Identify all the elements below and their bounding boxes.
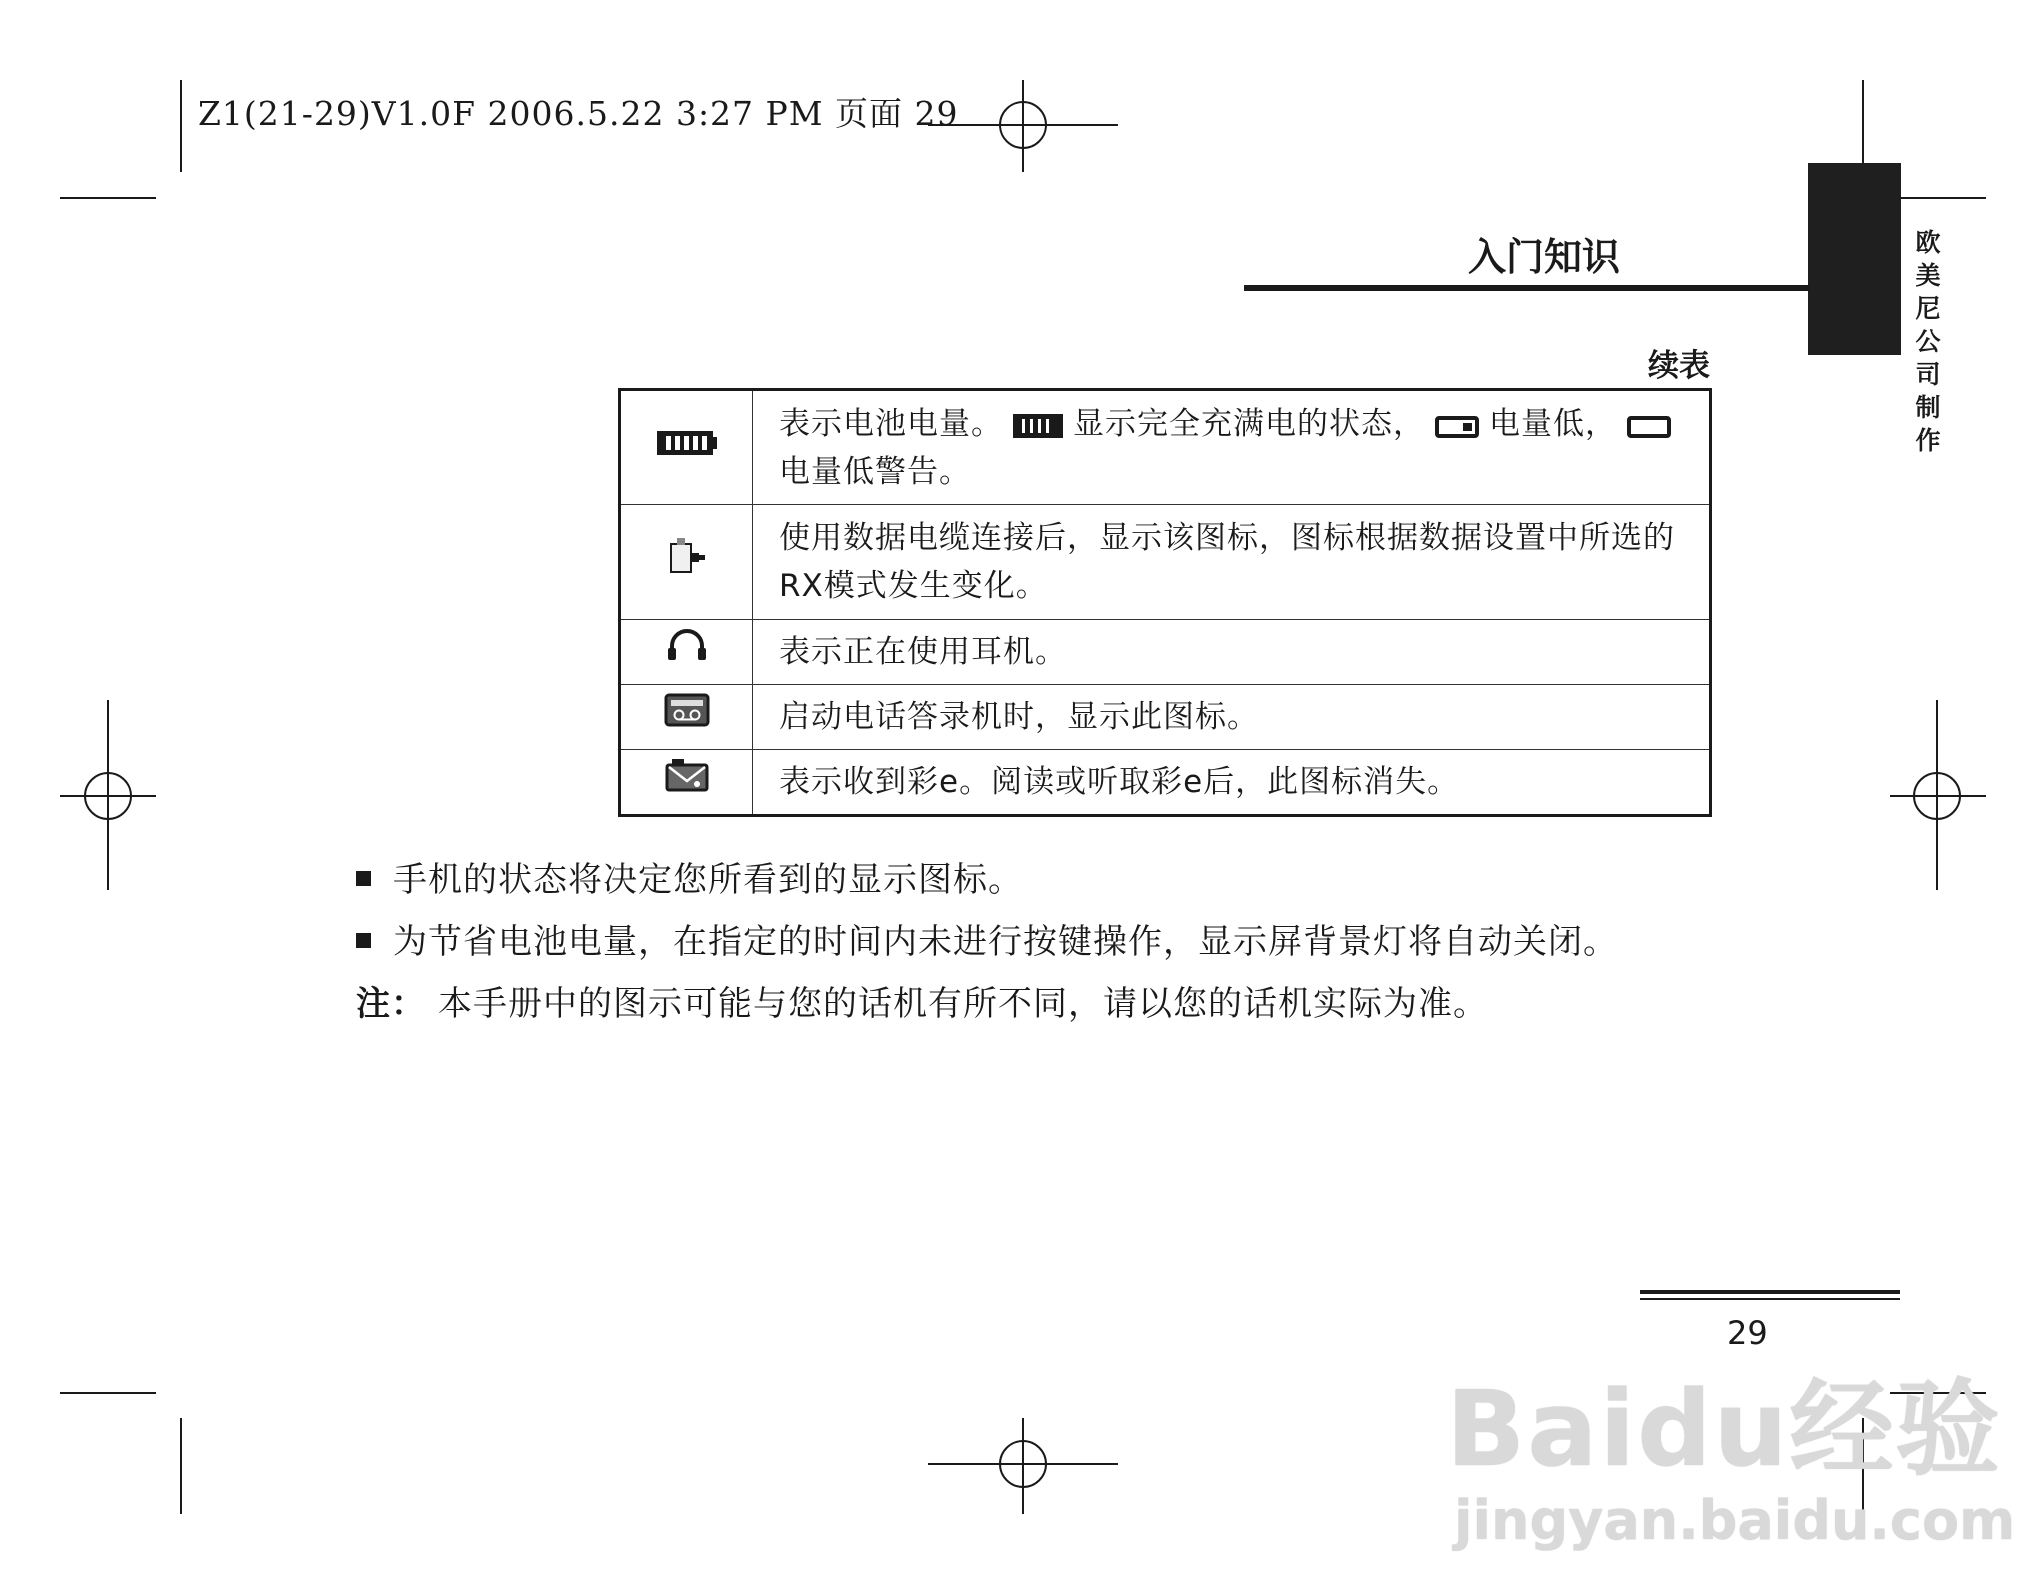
battery-empty-icon — [1627, 416, 1671, 438]
registration-mark — [999, 1440, 1047, 1488]
crop-mark — [60, 197, 156, 199]
section-rule — [1244, 285, 1810, 291]
registration-mark — [999, 101, 1047, 149]
watermark-url: jingyan.baidu.com — [1454, 1489, 2016, 1552]
list-item: 为节省电池电量，在指定的时间内未进行按键操作，显示屏背景灯将自动关闭。 — [356, 914, 1618, 963]
section-title: 入门知识 — [1467, 235, 1620, 279]
watermark — [1446, 1345, 2015, 1552]
bullet-square-icon — [356, 933, 371, 948]
note-label: 注： — [356, 984, 426, 1024]
note-text: 本手册中的图示可能与您的话机有所不同，请以您的话机实际为准。 — [438, 984, 1488, 1024]
answering-machine-icon — [664, 693, 710, 727]
thumb-tab — [1808, 163, 1901, 355]
crop-mark — [180, 80, 182, 172]
registration-mark — [1913, 772, 1961, 820]
page-number: 29 — [1727, 1314, 1768, 1352]
table-row — [620, 390, 1711, 505]
headset-icon — [665, 628, 709, 662]
battery-low-icon — [1435, 416, 1479, 438]
table-desc: 使用数据电缆连接后，显示该图标，图标根据数据设置中所选的RX模式发生变化。 — [753, 505, 1711, 620]
list-item: 手机的状态将决定您所看到的显示图标。 — [356, 852, 1023, 901]
table-row — [620, 750, 1711, 816]
battery-full-icon — [657, 428, 717, 458]
page-number-rule — [1640, 1290, 1900, 1294]
crop-mark — [1862, 80, 1864, 172]
table-caption: 续表 — [1648, 348, 1710, 384]
table-desc: 表示收到彩e。阅读或听取彩e后，此图标消失。 — [753, 750, 1711, 816]
table-desc: 表示正在使用耳机。 — [753, 620, 1711, 685]
side-tab-label: 欧 美 尼 公 司 制 作 — [1915, 228, 1941, 455]
data-cable-icon — [665, 534, 709, 576]
bullet-square-icon — [356, 871, 371, 886]
table-desc: 启动电话答录机时，显示此图标。 — [753, 685, 1711, 750]
crop-mark — [60, 1392, 156, 1394]
crop-mark — [1890, 197, 1986, 199]
page-number-rule — [1640, 1298, 1900, 1300]
crop-mark — [180, 1418, 182, 1514]
table-row — [620, 685, 1711, 750]
table-desc: 表示电池电量。 显示完全充满电的状态， 电量低，电量低警告。 — [753, 390, 1711, 505]
mms-envelope-icon — [664, 757, 710, 793]
registration-mark — [84, 772, 132, 820]
watermark-brand: Baidu经验 — [1446, 1368, 2002, 1490]
print-slug: Z1(21-29)V1.0F 2006.5.22 3:27 PM 页面 29 — [198, 94, 959, 133]
table-row — [620, 505, 1711, 620]
table-row — [620, 620, 1711, 685]
note — [356, 976, 1488, 1025]
icon-table — [618, 388, 1712, 817]
battery-full-icon — [1013, 414, 1063, 438]
